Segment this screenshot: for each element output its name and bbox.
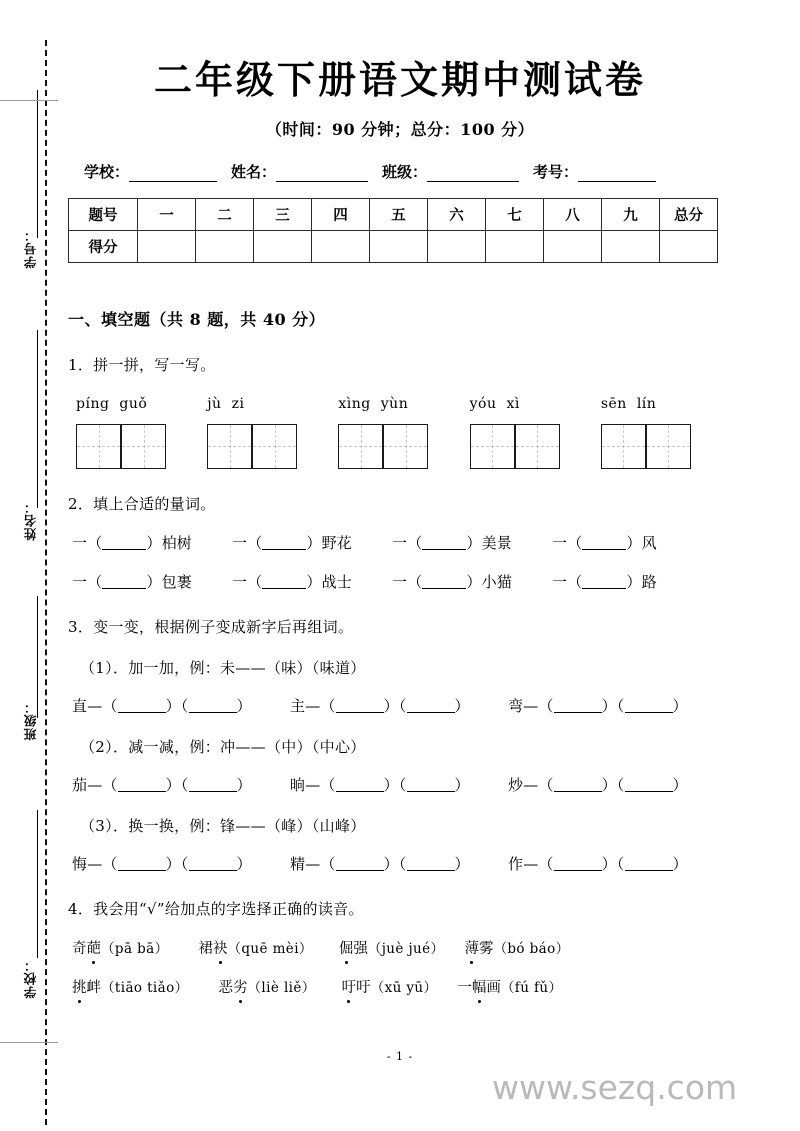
char-transform-lead: 精—（	[290, 854, 336, 873]
dotted-character: 倔	[339, 937, 354, 958]
question-3-part-3-prompt: （3）．换一换，例：锋——（峰）（山峰）	[80, 816, 366, 835]
seal-rule-2	[37, 330, 38, 508]
tianzige-cell[interactable]	[76, 424, 121, 469]
score-input-cell[interactable]	[544, 230, 602, 262]
pinyin-syllable: píng	[76, 395, 110, 412]
answer-blank[interactable]	[336, 777, 384, 792]
question-1-writing-grid-row	[68, 424, 732, 469]
answer-blank[interactable]	[262, 535, 306, 550]
char-transform-item	[290, 695, 508, 716]
char-transform-item	[290, 774, 508, 795]
pinyin-choice-item[interactable]	[72, 976, 189, 997]
dotted-character: 幅	[472, 976, 487, 997]
measure-word-suffix: ）路	[626, 572, 657, 591]
score-table-cell: 三	[254, 198, 312, 230]
tianzige-cell[interactable]	[252, 424, 297, 469]
pinyin-options[interactable]: （pā bā）	[101, 940, 169, 957]
measure-word-item	[232, 532, 392, 553]
measure-word-item	[392, 532, 552, 553]
dotted-character: 葩	[87, 937, 102, 958]
name-field-rule[interactable]	[276, 166, 368, 182]
word-suffix: 雾	[478, 940, 494, 957]
pinyin-choice-item[interactable]	[219, 976, 316, 997]
school-field-label: 学校：	[84, 162, 130, 181]
measure-word-prefix: 一（	[232, 572, 263, 591]
char-transform-mid: ）（	[165, 775, 189, 794]
margin-hair-rule-top	[0, 100, 58, 101]
word-suffix: 强	[353, 940, 368, 957]
pinyin-group	[338, 396, 469, 412]
word-prefix: 奇	[72, 940, 87, 957]
char-transform-lead: 悔—（	[72, 854, 118, 873]
pinyin-group	[76, 396, 207, 412]
answer-blank[interactable]	[407, 856, 455, 871]
answer-blank[interactable]	[625, 777, 673, 792]
answer-blank[interactable]	[189, 698, 237, 713]
pinyin-choice-item[interactable]	[72, 937, 168, 958]
score-table-cell: 八	[544, 198, 602, 230]
pinyin-syllable: sēn	[600, 395, 627, 412]
question-3-part-1-row	[68, 695, 732, 716]
measure-word-suffix: ）美景	[466, 533, 513, 552]
char-transform-mid: ）（	[165, 854, 189, 873]
dotted-character: 挑	[72, 976, 87, 997]
tianzige-cell[interactable]	[470, 424, 515, 469]
char-transform-item	[290, 853, 508, 874]
pinyin-options[interactable]: （quē mèi）	[227, 940, 313, 957]
score-table-cell: 二	[196, 198, 254, 230]
measure-word-item	[72, 571, 232, 592]
pinyin-choice-item[interactable]	[464, 937, 569, 958]
score-table-cell-total: 总分	[660, 198, 718, 230]
score-input-cell[interactable]	[370, 230, 428, 262]
char-transform-lead: 晌—（	[290, 775, 336, 794]
pinyin-group	[470, 396, 601, 412]
measure-word-prefix: 一（	[552, 572, 583, 591]
word-suffix: 吁	[356, 979, 371, 996]
spacer	[444, 937, 464, 958]
pinyin-syllable: xì	[506, 395, 520, 412]
answer-blank[interactable]	[582, 574, 626, 589]
tianzige-cell[interactable]	[207, 424, 252, 469]
measure-word-item	[552, 571, 712, 592]
tianzige-group	[601, 424, 732, 469]
pinyin-syllable: yùn	[380, 395, 409, 412]
tianzige-cell[interactable]	[601, 424, 646, 469]
word-suffix: 衅	[86, 979, 101, 996]
seal-rule-4	[37, 810, 38, 958]
char-transform-tail: ）	[672, 696, 688, 715]
char-transform-mid: ）（	[383, 854, 407, 873]
pinyin-choice-item[interactable]	[198, 937, 312, 958]
char-transform-tail: ）	[236, 775, 252, 794]
dotted-character: 劣	[233, 976, 248, 997]
score-input-cell[interactable]	[602, 230, 660, 262]
pinyin-syllable: lín	[636, 395, 657, 412]
score-input-cell[interactable]	[486, 230, 544, 262]
answer-blank[interactable]	[554, 698, 602, 713]
pinyin-syllable: jù	[207, 395, 222, 412]
measure-word-suffix: ）野花	[306, 533, 353, 552]
measure-word-prefix: 一（	[552, 533, 583, 552]
char-transform-lead: 直—（	[72, 696, 118, 715]
margin-label-name: 姓名：	[23, 500, 38, 541]
answer-blank[interactable]	[189, 856, 237, 871]
school-field-rule[interactable]	[129, 166, 217, 182]
answer-blank[interactable]	[422, 574, 466, 589]
answer-blank[interactable]	[554, 777, 602, 792]
exam-number-field[interactable]	[533, 161, 656, 182]
char-transform-item	[72, 853, 290, 874]
score-table	[68, 198, 718, 263]
section-heading-1: 一、填空题（共 8 题，共 40 分）	[68, 309, 326, 329]
score-table-row-header: 得分	[69, 230, 138, 262]
pinyin-syllable: yóu	[469, 395, 497, 412]
pinyin-options[interactable]: （xū yū）	[370, 979, 438, 996]
char-transform-mid: ）（	[383, 696, 407, 715]
char-transform-tail: ）	[236, 696, 252, 715]
char-transform-mid: ）（	[601, 696, 625, 715]
tianzige-group	[76, 424, 207, 469]
answer-blank[interactable]	[118, 856, 166, 871]
score-input-cell[interactable]	[428, 230, 486, 262]
answer-blank[interactable]	[118, 777, 166, 792]
tianzige-cell[interactable]	[338, 424, 383, 469]
word-prefix: 裙	[198, 940, 213, 957]
char-transform-tail: ）	[672, 775, 688, 794]
school-field[interactable]	[84, 161, 217, 182]
class-field[interactable]	[382, 161, 519, 182]
score-table-row-header: 题号	[69, 198, 138, 230]
score-table-cell: 五	[370, 198, 428, 230]
class-field-rule[interactable]	[427, 166, 519, 182]
measure-word-prefix: 一（	[72, 533, 103, 552]
score-table-cell: 七	[486, 198, 544, 230]
dotted-character: 薄	[464, 937, 479, 958]
table-row	[69, 230, 718, 262]
question-3-part-2-row	[68, 774, 732, 795]
answer-blank[interactable]	[422, 535, 466, 550]
char-transform-lead: 作—（	[508, 854, 554, 873]
char-transform-mid: ）（	[383, 775, 407, 794]
answer-blank[interactable]	[189, 777, 237, 792]
answer-blank[interactable]	[582, 535, 626, 550]
measure-word-suffix: ）柏树	[146, 533, 193, 552]
table-row	[69, 198, 718, 230]
measure-word-prefix: 一（	[392, 533, 423, 552]
class-field-label: 班级：	[382, 162, 428, 181]
answer-blank[interactable]	[102, 574, 146, 589]
score-table-cell: 一	[138, 198, 196, 230]
word-prefix: 一	[457, 979, 472, 996]
pinyin-choice-item[interactable]	[339, 937, 445, 958]
measure-word-suffix: ）风	[626, 533, 657, 552]
char-transform-item	[508, 695, 726, 716]
answer-blank[interactable]	[554, 856, 602, 871]
question-4-row	[68, 976, 732, 997]
pinyin-group	[601, 396, 732, 412]
answer-blank[interactable]	[118, 698, 166, 713]
tianzige-group	[338, 424, 469, 469]
tianzige-cell[interactable]	[121, 424, 166, 469]
char-transform-tail: ）	[236, 854, 252, 873]
char-transform-tail: ）	[454, 854, 470, 873]
measure-word-item	[232, 571, 392, 592]
char-transform-lead: 炒—（	[508, 775, 554, 794]
question-3-part-1-prompt: （1）．加一加，例：未——（味）（味道）	[80, 658, 366, 677]
measure-word-item	[72, 532, 232, 553]
page-title: 二年级下册语文期中测试卷	[153, 57, 646, 102]
pinyin-options[interactable]: （tiāo tiǎo）	[101, 979, 189, 996]
spacer	[189, 976, 219, 997]
question-3-title: 3．变一变，根据例子变成新字后再组词。	[68, 617, 354, 636]
pinyin-group	[207, 396, 338, 412]
answer-blank[interactable]	[262, 574, 306, 589]
name-field[interactable]	[231, 161, 368, 182]
page-number: - 1 -	[386, 1050, 414, 1063]
spacer	[168, 937, 198, 958]
char-transform-tail: ）	[454, 696, 470, 715]
answer-blank[interactable]	[407, 777, 455, 792]
measure-word-prefix: 一（	[72, 572, 103, 591]
word-suffix: 画	[486, 979, 501, 996]
score-table-cell: 九	[602, 198, 660, 230]
margin-hair-rule-bottom	[0, 1042, 58, 1043]
identity-line	[68, 161, 732, 182]
char-transform-item	[508, 774, 726, 795]
tianzige-cell[interactable]	[646, 424, 691, 469]
question-2-row	[68, 571, 732, 592]
pinyin-options[interactable]: （juè jué）	[367, 940, 445, 957]
char-transform-item	[508, 853, 726, 874]
exam-subtitle: （时间：90 分钟；总分：100 分）	[265, 119, 535, 139]
word-prefix: 恶	[218, 979, 234, 996]
char-transform-mid: ）（	[601, 775, 625, 794]
answer-blank[interactable]	[336, 856, 384, 871]
score-table-cell: 六	[428, 198, 486, 230]
pinyin-choice-item[interactable]	[342, 976, 438, 997]
exam-number-field-rule[interactable]	[578, 166, 656, 182]
dotted-character: 袂	[213, 937, 228, 958]
char-transform-lead: 茄—（	[72, 775, 118, 794]
tianzige-cell[interactable]	[515, 424, 560, 469]
exam-number-field-label: 考号：	[533, 162, 579, 181]
question-3-part-3-row	[68, 853, 732, 874]
measure-word-suffix: ）战士	[306, 572, 353, 591]
question-2-title: 2．填上合适的量词。	[68, 494, 216, 513]
char-transform-tail: ）	[454, 775, 470, 794]
measure-word-suffix: ）包裹	[146, 572, 193, 591]
answer-blank[interactable]	[625, 698, 673, 713]
score-table-cell: 四	[312, 198, 370, 230]
tianzige-cell[interactable]	[383, 424, 428, 469]
char-transform-mid: ）（	[601, 854, 625, 873]
score-input-cell-total[interactable]	[660, 230, 718, 262]
measure-word-prefix: 一（	[232, 533, 263, 552]
measure-word-suffix: ）小猫	[466, 572, 513, 591]
pinyin-syllable: xìng	[338, 395, 371, 412]
measure-word-item	[392, 571, 552, 592]
pinyin-syllable: guǒ	[119, 395, 148, 412]
score-input-cell[interactable]	[138, 230, 196, 262]
score-input-cell[interactable]	[196, 230, 254, 262]
answer-blank[interactable]	[102, 535, 146, 550]
spacer	[316, 976, 342, 997]
dotted-character: 吁	[342, 976, 357, 997]
char-transform-item	[72, 774, 290, 795]
margin-label-student-number: 学号：	[23, 228, 38, 269]
char-transform-mid: ）（	[165, 696, 189, 715]
pinyin-options[interactable]: （fú fǔ）	[500, 979, 563, 996]
spacer	[313, 937, 339, 958]
seal-rule-1	[37, 90, 38, 238]
margin-label-school: 学校：	[23, 958, 38, 999]
score-input-cell[interactable]	[312, 230, 370, 262]
score-input-cell[interactable]	[254, 230, 312, 262]
question-1-title: 1．拼一拼，写一写。	[68, 355, 216, 374]
name-field-label: 姓名：	[231, 162, 277, 181]
answer-blank[interactable]	[336, 698, 384, 713]
watermark: www.sezq.com	[492, 1068, 738, 1107]
measure-word-prefix: 一（	[392, 572, 423, 591]
question-3-part-2-prompt: （2）．减一减，例：冲——（中）（中心）	[80, 737, 366, 756]
char-transform-tail: ）	[672, 854, 688, 873]
question-1-pinyin-row	[68, 396, 732, 412]
tianzige-group	[207, 424, 338, 469]
answer-blank[interactable]	[407, 698, 455, 713]
char-transform-lead: 弯—（	[508, 696, 554, 715]
question-4-title: 4．我会用“√”给加点的字选择正确的读音。	[68, 899, 364, 918]
spacer	[437, 976, 457, 997]
margin-label-class: 班级：	[23, 700, 38, 741]
pinyin-choice-item[interactable]	[457, 976, 562, 997]
exam-sheet	[68, 0, 732, 1131]
question-2-row	[68, 532, 732, 553]
answer-blank[interactable]	[625, 856, 673, 871]
question-4-row	[68, 937, 732, 958]
pinyin-options[interactable]: （liè liě）	[247, 979, 316, 996]
pinyin-options[interactable]: （bó báo）	[493, 940, 570, 957]
char-transform-item	[72, 695, 290, 716]
char-transform-lead: 主—（	[290, 696, 336, 715]
measure-word-item	[552, 532, 712, 553]
tianzige-group	[470, 424, 601, 469]
pinyin-syllable: zi	[231, 395, 245, 412]
